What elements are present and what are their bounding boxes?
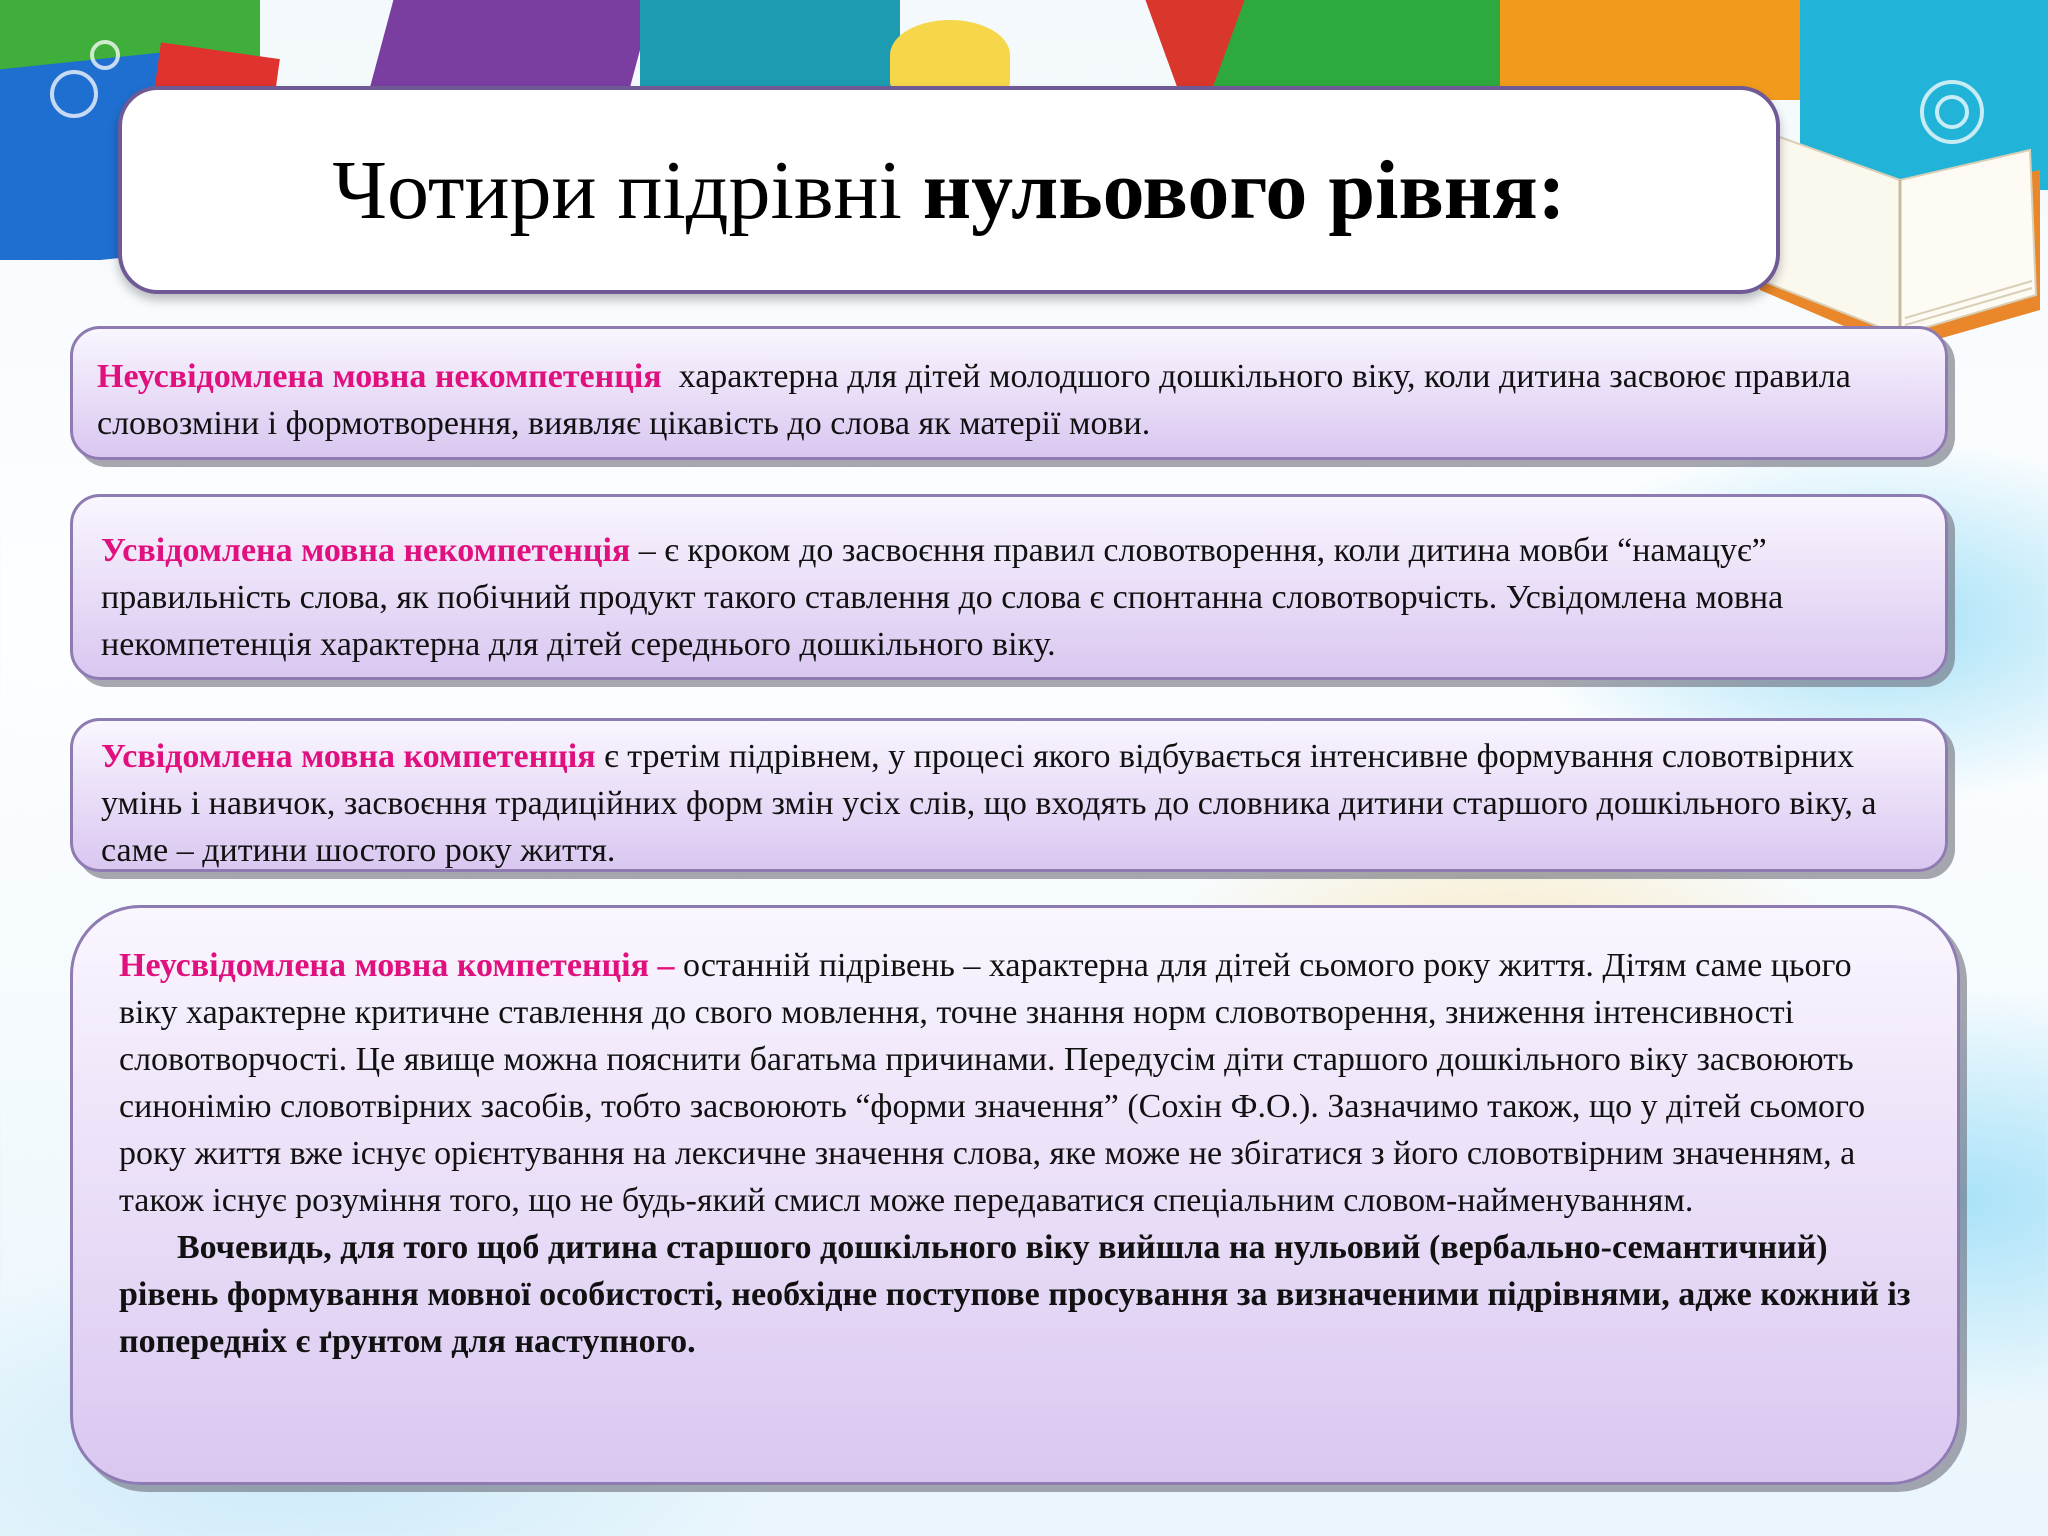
page-title [332, 142, 1565, 239]
sublevel-term: Неусвідомлена мовна компетенція – [119, 947, 675, 984]
sublevel-text: – є кроком до засвоєння правил словотворення, коли дитина мовби “намацує” правильність слова, як побічний продукт такого ставлення до слова є спонтанна словотворчість. Усвідомлена мовна некомпетенція характерна для дітей середнього дошкільного віку. [101, 532, 1784, 663]
sublevel-description [97, 353, 1925, 447]
sublevel-term: Усвідомлена мовна некомпетенція [101, 532, 631, 569]
title-regular: Чотири підрівні [332, 143, 923, 237]
sublevel-card-3 [70, 718, 1948, 872]
sublevel-card-2 [70, 494, 1948, 680]
title-bold: нульового рівня: [922, 143, 1566, 237]
sublevel-term: Неусвідомлена мовна некомпетенція [97, 358, 662, 395]
sublevel-description [101, 527, 1925, 668]
ring-decoration [50, 70, 98, 118]
sublevel-description [119, 942, 1917, 1224]
ring-decoration [90, 40, 120, 70]
sublevel-text: є третім підрівнем, у процесі якого відбувається інтенсивне формування словотвірних умінь і навичок, засвоєння традиційних форм змін усіх слів, що входять до словника дитини старшого дошкільного віку, а саме – дитини шостого року життя. [101, 738, 1877, 869]
sublevel-card-1 [70, 326, 1948, 460]
banner-teal-block [640, 0, 900, 100]
banner-butterfly-shape [890, 20, 1010, 90]
sublevel-term: Усвідомлена мовна компетенція [101, 738, 596, 775]
conclusion-paragraph: Вочевидь, для того щоб дитина старшого дошкільного віку вийшла на нульовий (вербально-семантичний) рівень формування мовної особистості, необхідне поступове просування за визначеними підрівнями, адже кожний із попередніх є ґрунтом для наступного. [119, 1229, 1911, 1360]
sublevel-text: останній підрівень – характерна для дітей сьомого року життя. Дітям саме цього віку характерне критичне ставлення до свого мовлення, точне знання норм словотворення, зниження інтенсивності словотворчості. Це явище можна пояснити багатьма причинами. Передусім діти старшого дошкільного віку засвоюють синонімію словотвірних засобів, тобто засвоюють “форми значення” (Сохін Ф.О.). Зазначимо також, що у дітей сьомого року життя вже існує орієнтування на лексичне значення слова, яке може не збігатися з його словотвірним значенням, а також існує розуміння того, що не будь-який смисл може передаватися спеціальним словом-найменуванням. [119, 947, 1866, 1219]
sublevel-description [101, 733, 1925, 874]
banner-green-block-2 [1212, 0, 1548, 90]
banner-orange-block [1500, 0, 1800, 100]
sublevel-text: характерна для дітей молодшого дошкільного віку, коли дитина засвоює правила словозміни і формотворення, виявляє цікавість до слова як матерії мови. [97, 358, 1860, 442]
sublevel-card-4 [70, 905, 1960, 1485]
title-box [118, 86, 1780, 294]
